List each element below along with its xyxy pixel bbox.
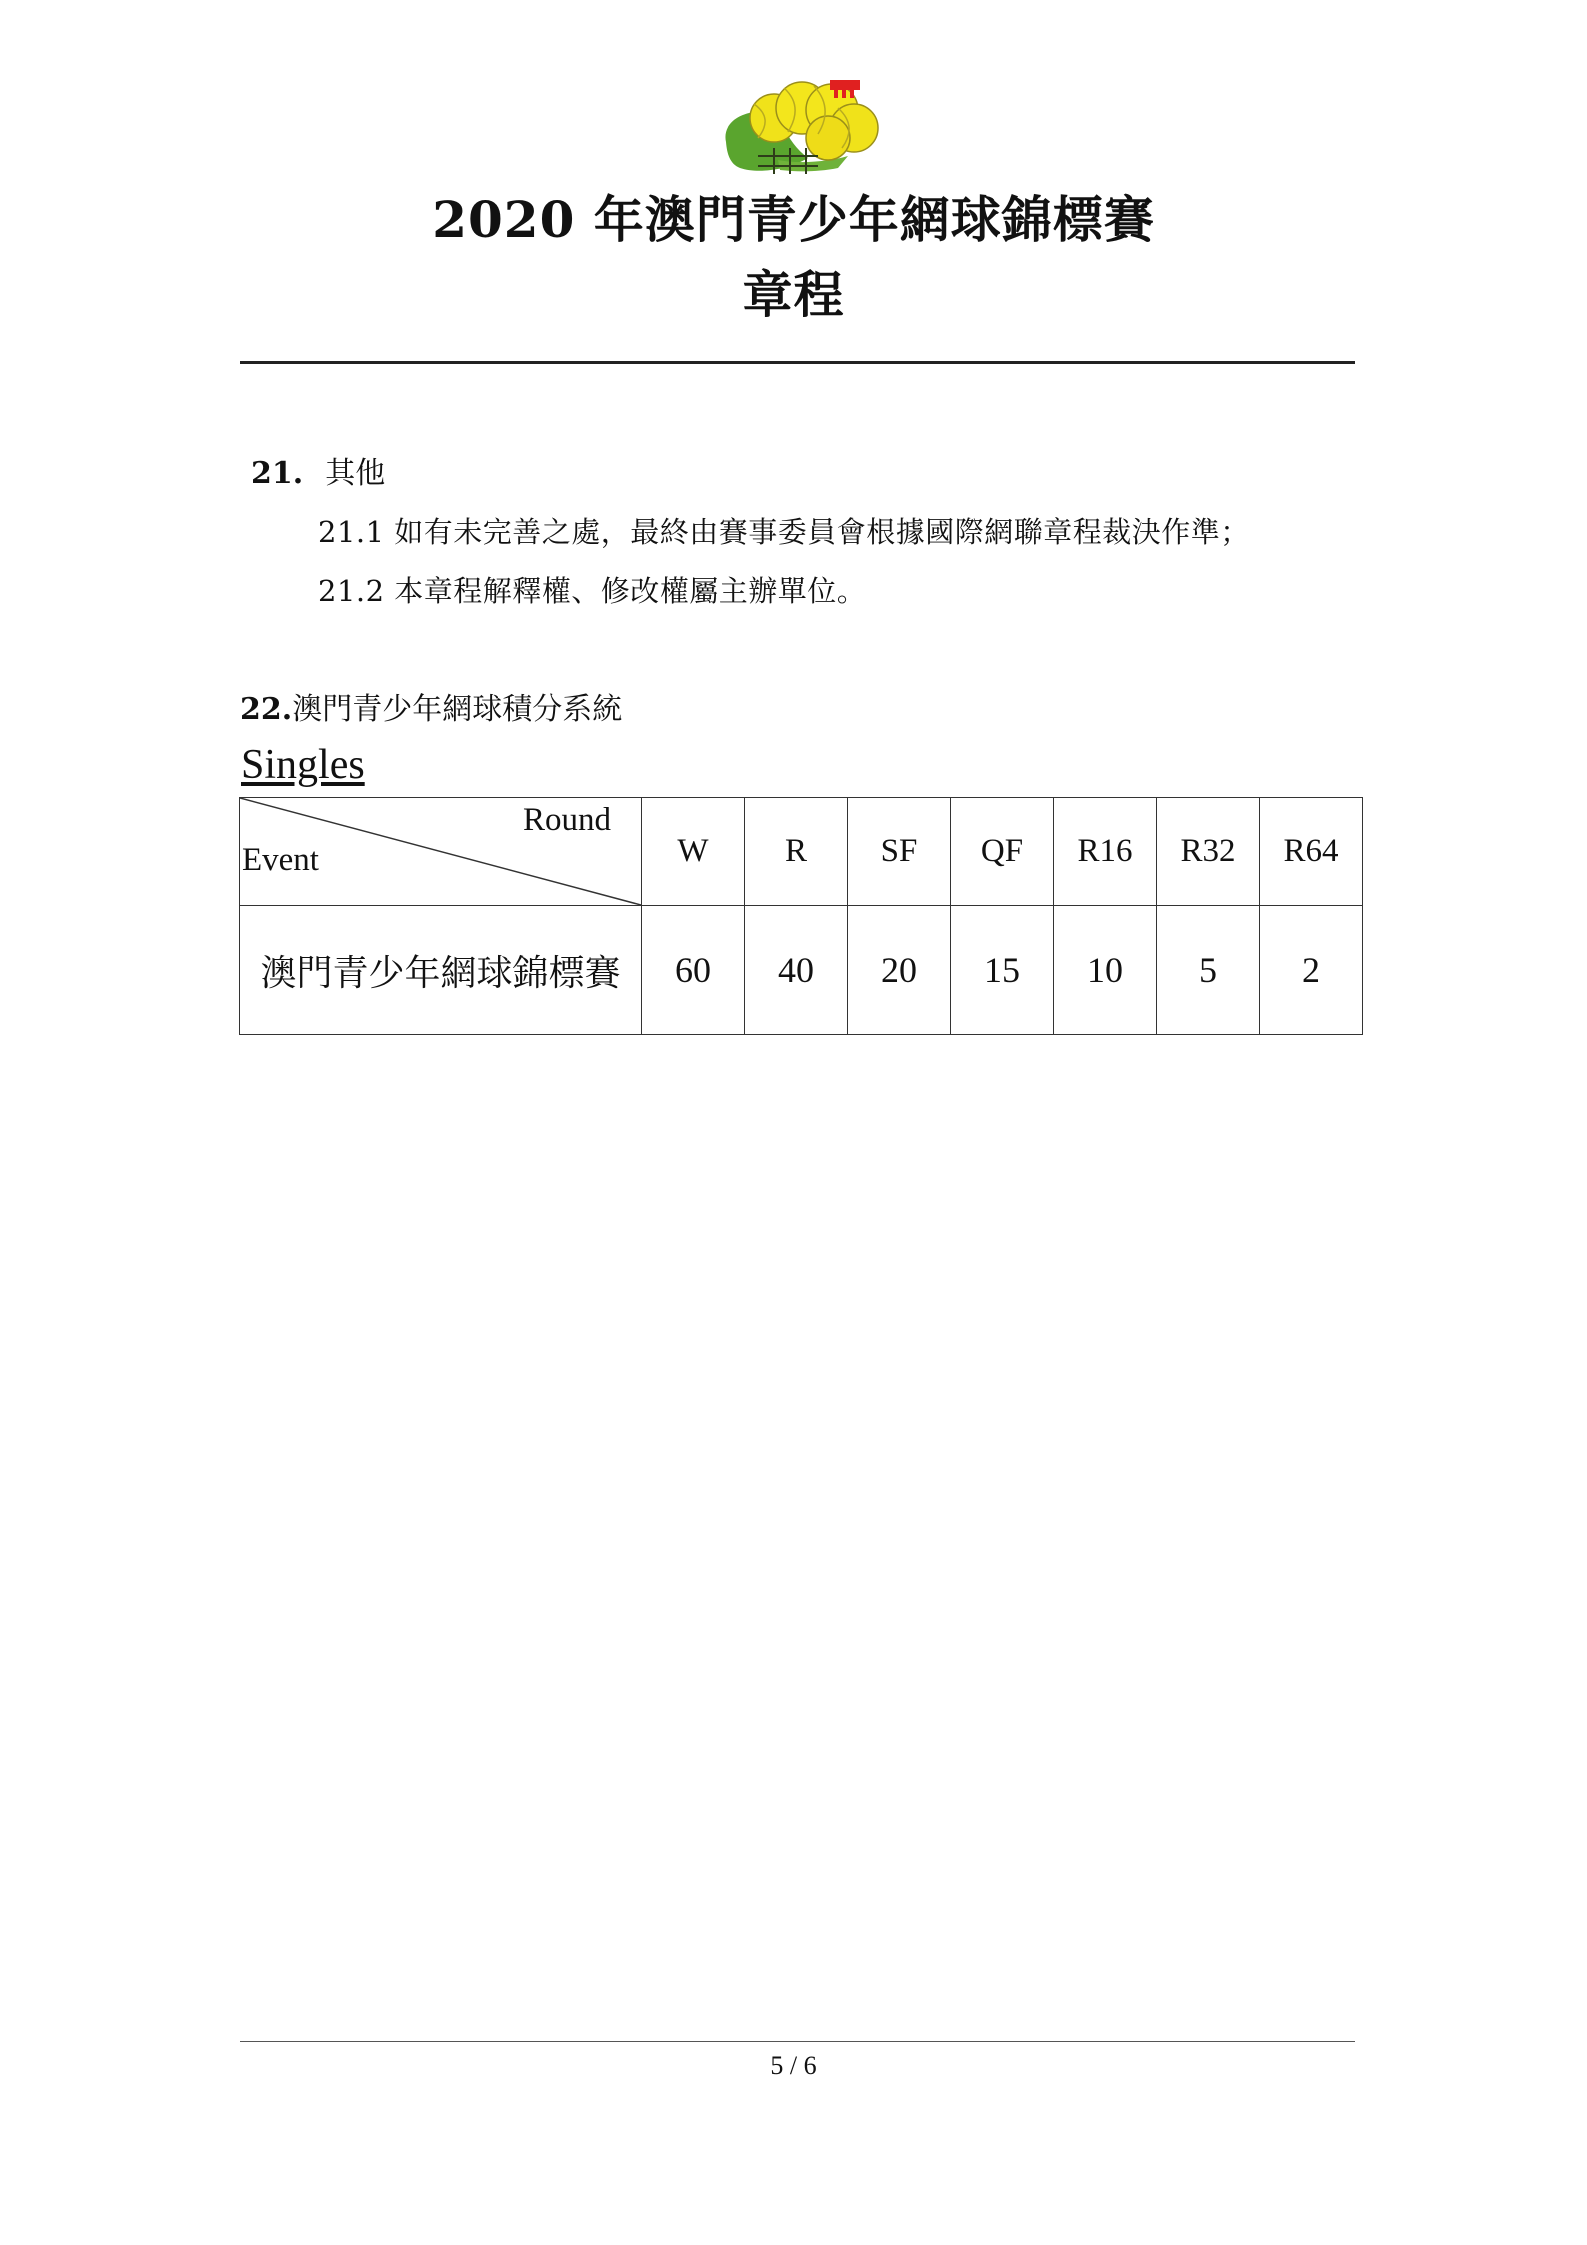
clause-21-2: 21.2 本章程解釋權、修改權屬主辦單位。 [318, 574, 867, 608]
header-divider [240, 361, 1355, 364]
round-header: W [642, 798, 745, 906]
points-cell: 20 [848, 906, 951, 1035]
corner-event-label: Event [242, 842, 319, 878]
round-header: R32 [1157, 798, 1260, 906]
page-number: 5 / 6 [770, 2051, 817, 2080]
document-title: 2020 年澳門青少年網球錦標賽 [432, 190, 1155, 249]
section-22-label: 澳門青少年網球積分系統 [292, 692, 623, 727]
tennis-balls-logo-icon [718, 72, 884, 180]
section-21-heading [251, 454, 385, 494]
points-cell: 10 [1054, 906, 1157, 1035]
points-cell: 2 [1260, 906, 1363, 1035]
round-header: R [745, 798, 848, 906]
table-corner-cell [240, 798, 642, 906]
round-header: QF [951, 798, 1054, 906]
points-table [239, 797, 1363, 1035]
corner-round-label: Round [522, 802, 611, 838]
table-row [240, 906, 1363, 1035]
round-header: R16 [1054, 798, 1157, 906]
table-header-row [240, 798, 1363, 906]
document-subtitle: 章程 [742, 265, 845, 324]
points-cell: 60 [642, 906, 745, 1035]
points-cell: 40 [745, 906, 848, 1035]
clause-21-1: 21.1 如有未完善之處，最終由賽事委員會根據國際網聯章程裁決作準； [318, 515, 1250, 549]
points-cell: 15 [951, 906, 1054, 1035]
section-21-label: 其他 [325, 456, 386, 491]
round-header: SF [848, 798, 951, 906]
footer-divider [240, 2041, 1355, 2042]
event-name-cell: 澳門青少年網球錦標賽 [240, 906, 642, 1035]
section-21-number: 21. [251, 456, 304, 491]
section-22-number: 22. [240, 692, 293, 727]
section-22-heading [240, 690, 622, 730]
round-header: R64 [1260, 798, 1363, 906]
singles-heading: Singles [241, 742, 365, 788]
points-cell: 5 [1157, 906, 1260, 1035]
